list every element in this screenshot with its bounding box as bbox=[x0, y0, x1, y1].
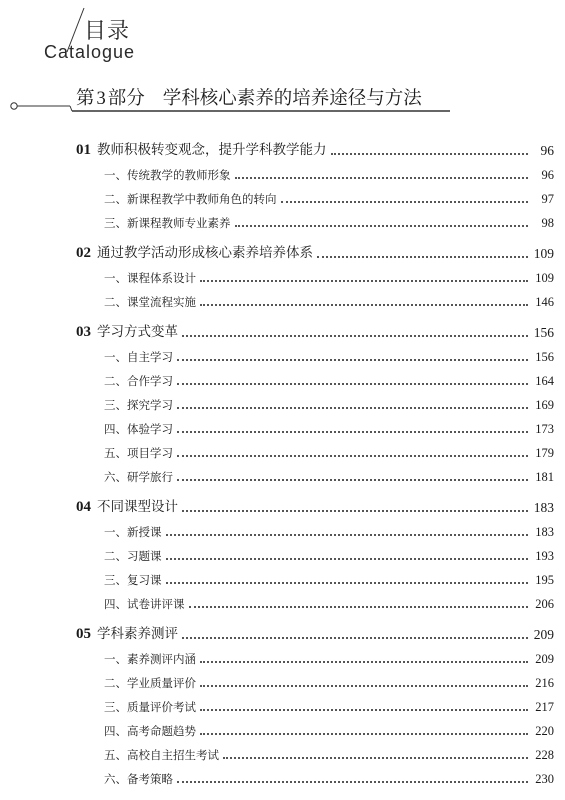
chapter-title: 通过教学活动形成核心素养培养体系 bbox=[97, 245, 313, 261]
toc-section-entry[interactable] bbox=[76, 437, 554, 461]
toc-section-entry[interactable] bbox=[76, 588, 554, 612]
dot-leader bbox=[182, 636, 528, 639]
section-page-number: 209 bbox=[535, 652, 554, 666]
dot-leader bbox=[166, 581, 529, 584]
section-page-number: 183 bbox=[535, 525, 554, 539]
toc-section-entry[interactable] bbox=[76, 262, 554, 286]
toc-section-entry[interactable] bbox=[76, 341, 554, 365]
dot-leader bbox=[200, 660, 528, 663]
section-title: 一、素养测评内涵 bbox=[104, 652, 196, 666]
section-page-number: 98 bbox=[541, 216, 554, 230]
section-page-number: 146 bbox=[535, 295, 554, 309]
section-title: 三、新课程教师专业素养 bbox=[104, 216, 231, 230]
toc-section-entry[interactable] bbox=[76, 643, 554, 667]
toc-header bbox=[0, 0, 565, 125]
dot-leader bbox=[166, 557, 529, 560]
section-title: 二、习题课 bbox=[104, 549, 162, 563]
dot-leader bbox=[177, 454, 528, 457]
section-title: 五、高校自主招生考试 bbox=[104, 748, 219, 762]
toc-chapter-entry[interactable] bbox=[76, 488, 554, 516]
section-page-number: 195 bbox=[535, 573, 554, 587]
section-title: 二、课堂流程实施 bbox=[104, 295, 196, 309]
part-title: 学科核心素养的培养途径与方法 bbox=[162, 88, 422, 109]
toc-title-en: Catalogue bbox=[44, 42, 136, 62]
chapter-heading bbox=[76, 622, 178, 643]
section-title: 一、自主学习 bbox=[104, 350, 173, 364]
section-title: 一、传统教学的教师形象 bbox=[104, 168, 231, 182]
section-page-number: 228 bbox=[535, 748, 554, 762]
dot-leader bbox=[223, 756, 528, 759]
section-title: 六、备考策略 bbox=[104, 772, 173, 786]
dot-leader bbox=[177, 478, 528, 481]
part-prefix: 第 bbox=[76, 88, 95, 109]
toc-section-entry[interactable] bbox=[76, 715, 554, 739]
chapter-page-number: 209 bbox=[533, 627, 554, 642]
section-title: 三、探究学习 bbox=[104, 398, 173, 412]
dot-leader bbox=[166, 533, 529, 536]
part-number: 3 bbox=[96, 89, 106, 109]
toc-title-cn: 目录 bbox=[84, 19, 131, 44]
chapter-page-number: 96 bbox=[540, 143, 554, 158]
section-page-number: 179 bbox=[535, 446, 554, 460]
toc-section-entry[interactable] bbox=[76, 691, 554, 715]
chapter-heading bbox=[76, 138, 327, 159]
chapter-title: 学科素养测评 bbox=[97, 626, 178, 642]
dot-leader bbox=[182, 334, 528, 337]
chapter-number: 05 bbox=[76, 626, 91, 642]
toc-section-entry[interactable] bbox=[76, 540, 554, 564]
section-page-number: 109 bbox=[535, 271, 554, 285]
section-page-number: 206 bbox=[535, 597, 554, 611]
dot-leader bbox=[177, 358, 528, 361]
chapter-page-number: 156 bbox=[533, 325, 554, 340]
chapter-page-number: 183 bbox=[533, 500, 554, 515]
chapter-number: 04 bbox=[76, 499, 91, 515]
section-title: 六、研学旅行 bbox=[104, 470, 173, 484]
section-page-number: 230 bbox=[535, 772, 554, 786]
toc-section-entry[interactable] bbox=[76, 667, 554, 691]
dot-leader bbox=[189, 605, 529, 608]
dot-leader bbox=[177, 382, 528, 385]
toc-section-entry[interactable] bbox=[76, 389, 554, 413]
section-title: 二、学业质量评价 bbox=[104, 676, 196, 690]
chapter-title: 教师积极转变观念，提升学科教学能力 bbox=[97, 142, 327, 158]
section-title: 二、新课程教学中教师角色的转向 bbox=[104, 192, 277, 206]
toc-section-entry[interactable] bbox=[76, 516, 554, 540]
dot-leader bbox=[200, 732, 528, 735]
dot-leader bbox=[200, 303, 528, 306]
toc-list bbox=[76, 128, 554, 787]
toc-section-entry[interactable] bbox=[76, 739, 554, 763]
section-page-number: 156 bbox=[535, 350, 554, 364]
section-title: 四、高考命题趋势 bbox=[104, 724, 196, 738]
toc-chapter-entry[interactable] bbox=[76, 131, 554, 159]
dot-leader bbox=[200, 684, 528, 687]
toc-section-entry[interactable] bbox=[76, 461, 554, 485]
toc-section-entry[interactable] bbox=[76, 159, 554, 183]
section-title: 二、合作学习 bbox=[104, 374, 173, 388]
toc-section-entry[interactable] bbox=[76, 365, 554, 389]
part-suffix: 部分 bbox=[107, 88, 145, 109]
dot-leader bbox=[200, 279, 528, 282]
dot-leader bbox=[235, 224, 529, 227]
chapter-number: 02 bbox=[76, 245, 91, 261]
dot-leader bbox=[331, 152, 529, 155]
chapter-title: 不同课型设计 bbox=[97, 499, 178, 515]
toc-chapter-entry[interactable] bbox=[76, 234, 554, 262]
chapter-heading bbox=[76, 320, 178, 341]
toc-section-entry[interactable] bbox=[76, 564, 554, 588]
section-page-number: 216 bbox=[535, 676, 554, 690]
dot-leader bbox=[177, 780, 528, 783]
toc-section-entry[interactable] bbox=[76, 286, 554, 310]
section-title: 五、项目学习 bbox=[104, 446, 173, 460]
chapter-heading bbox=[76, 241, 313, 262]
section-page-number: 97 bbox=[541, 192, 554, 206]
chapter-page-number: 109 bbox=[533, 246, 554, 261]
chapter-number: 03 bbox=[76, 324, 91, 340]
toc-chapter-entry[interactable] bbox=[76, 615, 554, 643]
section-page-number: 193 bbox=[535, 549, 554, 563]
section-title: 三、质量评价考试 bbox=[104, 700, 196, 714]
section-title: 四、试卷讲评课 bbox=[104, 597, 185, 611]
chapter-number: 01 bbox=[76, 142, 91, 158]
chapter-title: 学习方式变革 bbox=[97, 324, 178, 340]
section-page-number: 96 bbox=[541, 168, 554, 182]
section-page-number: 173 bbox=[535, 422, 554, 436]
section-page-number: 217 bbox=[535, 700, 554, 714]
toc-chapter-entry[interactable] bbox=[76, 313, 554, 341]
dot-leader bbox=[317, 255, 528, 258]
part-heading bbox=[76, 84, 422, 110]
dot-leader bbox=[200, 708, 528, 711]
toc-section-entry[interactable] bbox=[76, 207, 554, 231]
section-page-number: 220 bbox=[535, 724, 554, 738]
chapter-heading bbox=[76, 495, 178, 516]
dot-leader bbox=[177, 406, 528, 409]
dot-leader bbox=[177, 430, 528, 433]
section-title: 三、复习课 bbox=[104, 573, 162, 587]
toc-section-entry[interactable] bbox=[76, 413, 554, 437]
section-title: 一、新授课 bbox=[104, 525, 162, 539]
toc-section-entry[interactable] bbox=[76, 763, 554, 787]
section-page-number: 169 bbox=[535, 398, 554, 412]
section-page-number: 164 bbox=[535, 374, 554, 388]
section-title: 四、体验学习 bbox=[104, 422, 173, 436]
section-title: 一、课程体系设计 bbox=[104, 271, 196, 285]
toc-section-entry[interactable] bbox=[76, 183, 554, 207]
dot-leader bbox=[235, 176, 529, 179]
dot-leader bbox=[182, 509, 528, 512]
dot-leader bbox=[281, 200, 529, 203]
section-page-number: 181 bbox=[535, 470, 554, 484]
